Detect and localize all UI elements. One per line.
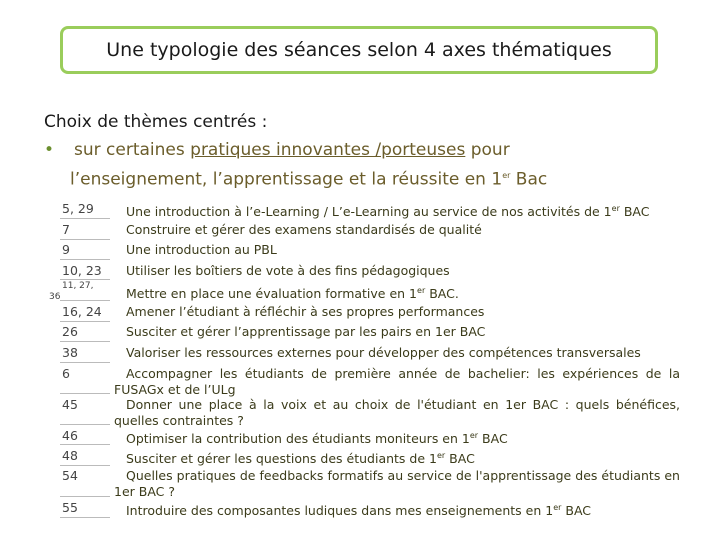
session-number: 11, 27, [62, 281, 94, 291]
session-number: 5, 29 [62, 201, 94, 216]
session-text: Amener l’étudiant à réfléchir à ses propres performances [126, 304, 485, 319]
session-number: 10, 23 [62, 263, 102, 278]
row-divider [60, 218, 110, 219]
session-text: Construire et gérer des examens standardisés de qualité [126, 222, 482, 237]
session-number: 48 [62, 448, 78, 463]
session-number-extra: 36 [49, 292, 61, 302]
row-divider [60, 424, 110, 425]
row-divider [60, 517, 110, 518]
session-text: Donner une place à la voix et au choix de l'étudiant en 1er BAC : quels bénéfices, quelles contraintes ? [114, 397, 680, 428]
session-text: Une introduction au PBL [126, 242, 277, 257]
row-divider [60, 465, 110, 466]
slide-title: Une typologie des séances selon 4 axes thématiques [106, 39, 612, 61]
session-number: 45 [62, 397, 78, 412]
session-number: 38 [62, 345, 78, 360]
bullet-prefix: sur certaines [74, 140, 191, 160]
bullet-line2-end: Bac [510, 169, 548, 190]
session-number: 26 [62, 324, 78, 339]
row-divider [60, 496, 110, 497]
session-number: 54 [62, 468, 78, 483]
bullet-suffix: pour [465, 140, 510, 160]
session-number: 6 [62, 366, 70, 381]
row-divider [60, 341, 110, 342]
bullet-underlined: pratiques innovantes /porteuses [190, 140, 466, 160]
session-number: 46 [62, 428, 78, 443]
session-text: Quelles pratiques de feedbacks formatifs au service de l'apprentissage des étudiants en 1er BAC ? [114, 468, 680, 499]
session-text: Accompagner les étudiants de première année de bachelier: les expériences de la FUSAGx et de l’ULg [114, 366, 680, 397]
row-divider [60, 362, 110, 363]
session-number: 55 [62, 500, 78, 515]
row-divider [60, 279, 110, 280]
session-text: Une introduction à l’e-Learning / L’e-Learning au service de nos activités de 1er BAC [126, 204, 650, 220]
row-divider [60, 239, 110, 240]
session-text: Utiliser les boîtiers de vote à des fins pédagogiques [126, 263, 450, 278]
session-text: Mettre en place une évaluation formative en 1er BAC. [126, 286, 459, 302]
bullet-line2-sup: er [502, 171, 511, 180]
bullet-line2: l’enseignement, l’apprentissage et la réussite en 1 [70, 169, 503, 190]
row-divider [60, 300, 110, 301]
session-number: 16, 24 [62, 304, 102, 319]
session-text: Susciter et gérer les questions des étudiants de 1er BAC [126, 451, 475, 467]
row-divider [60, 393, 110, 394]
session-text: Optimiser la contribution des étudiants moniteurs en 1er BAC [126, 431, 508, 447]
session-text: Introduire des composantes ludiques dans mes enseignements en 1er BAC [126, 503, 592, 519]
session-number: 7 [62, 222, 70, 237]
row-divider [60, 444, 110, 445]
row-divider [60, 321, 110, 322]
session-text: Susciter et gérer l’apprentissage par les pairs en 1er BAC [126, 324, 486, 339]
row-divider [60, 259, 110, 260]
session-number: 9 [62, 242, 70, 257]
session-text: Valoriser les ressources externes pour développer des compétences transversales [126, 345, 641, 360]
bullet-dot-icon: • [44, 140, 55, 160]
section-heading: Choix de thèmes centrés : [44, 112, 268, 132]
